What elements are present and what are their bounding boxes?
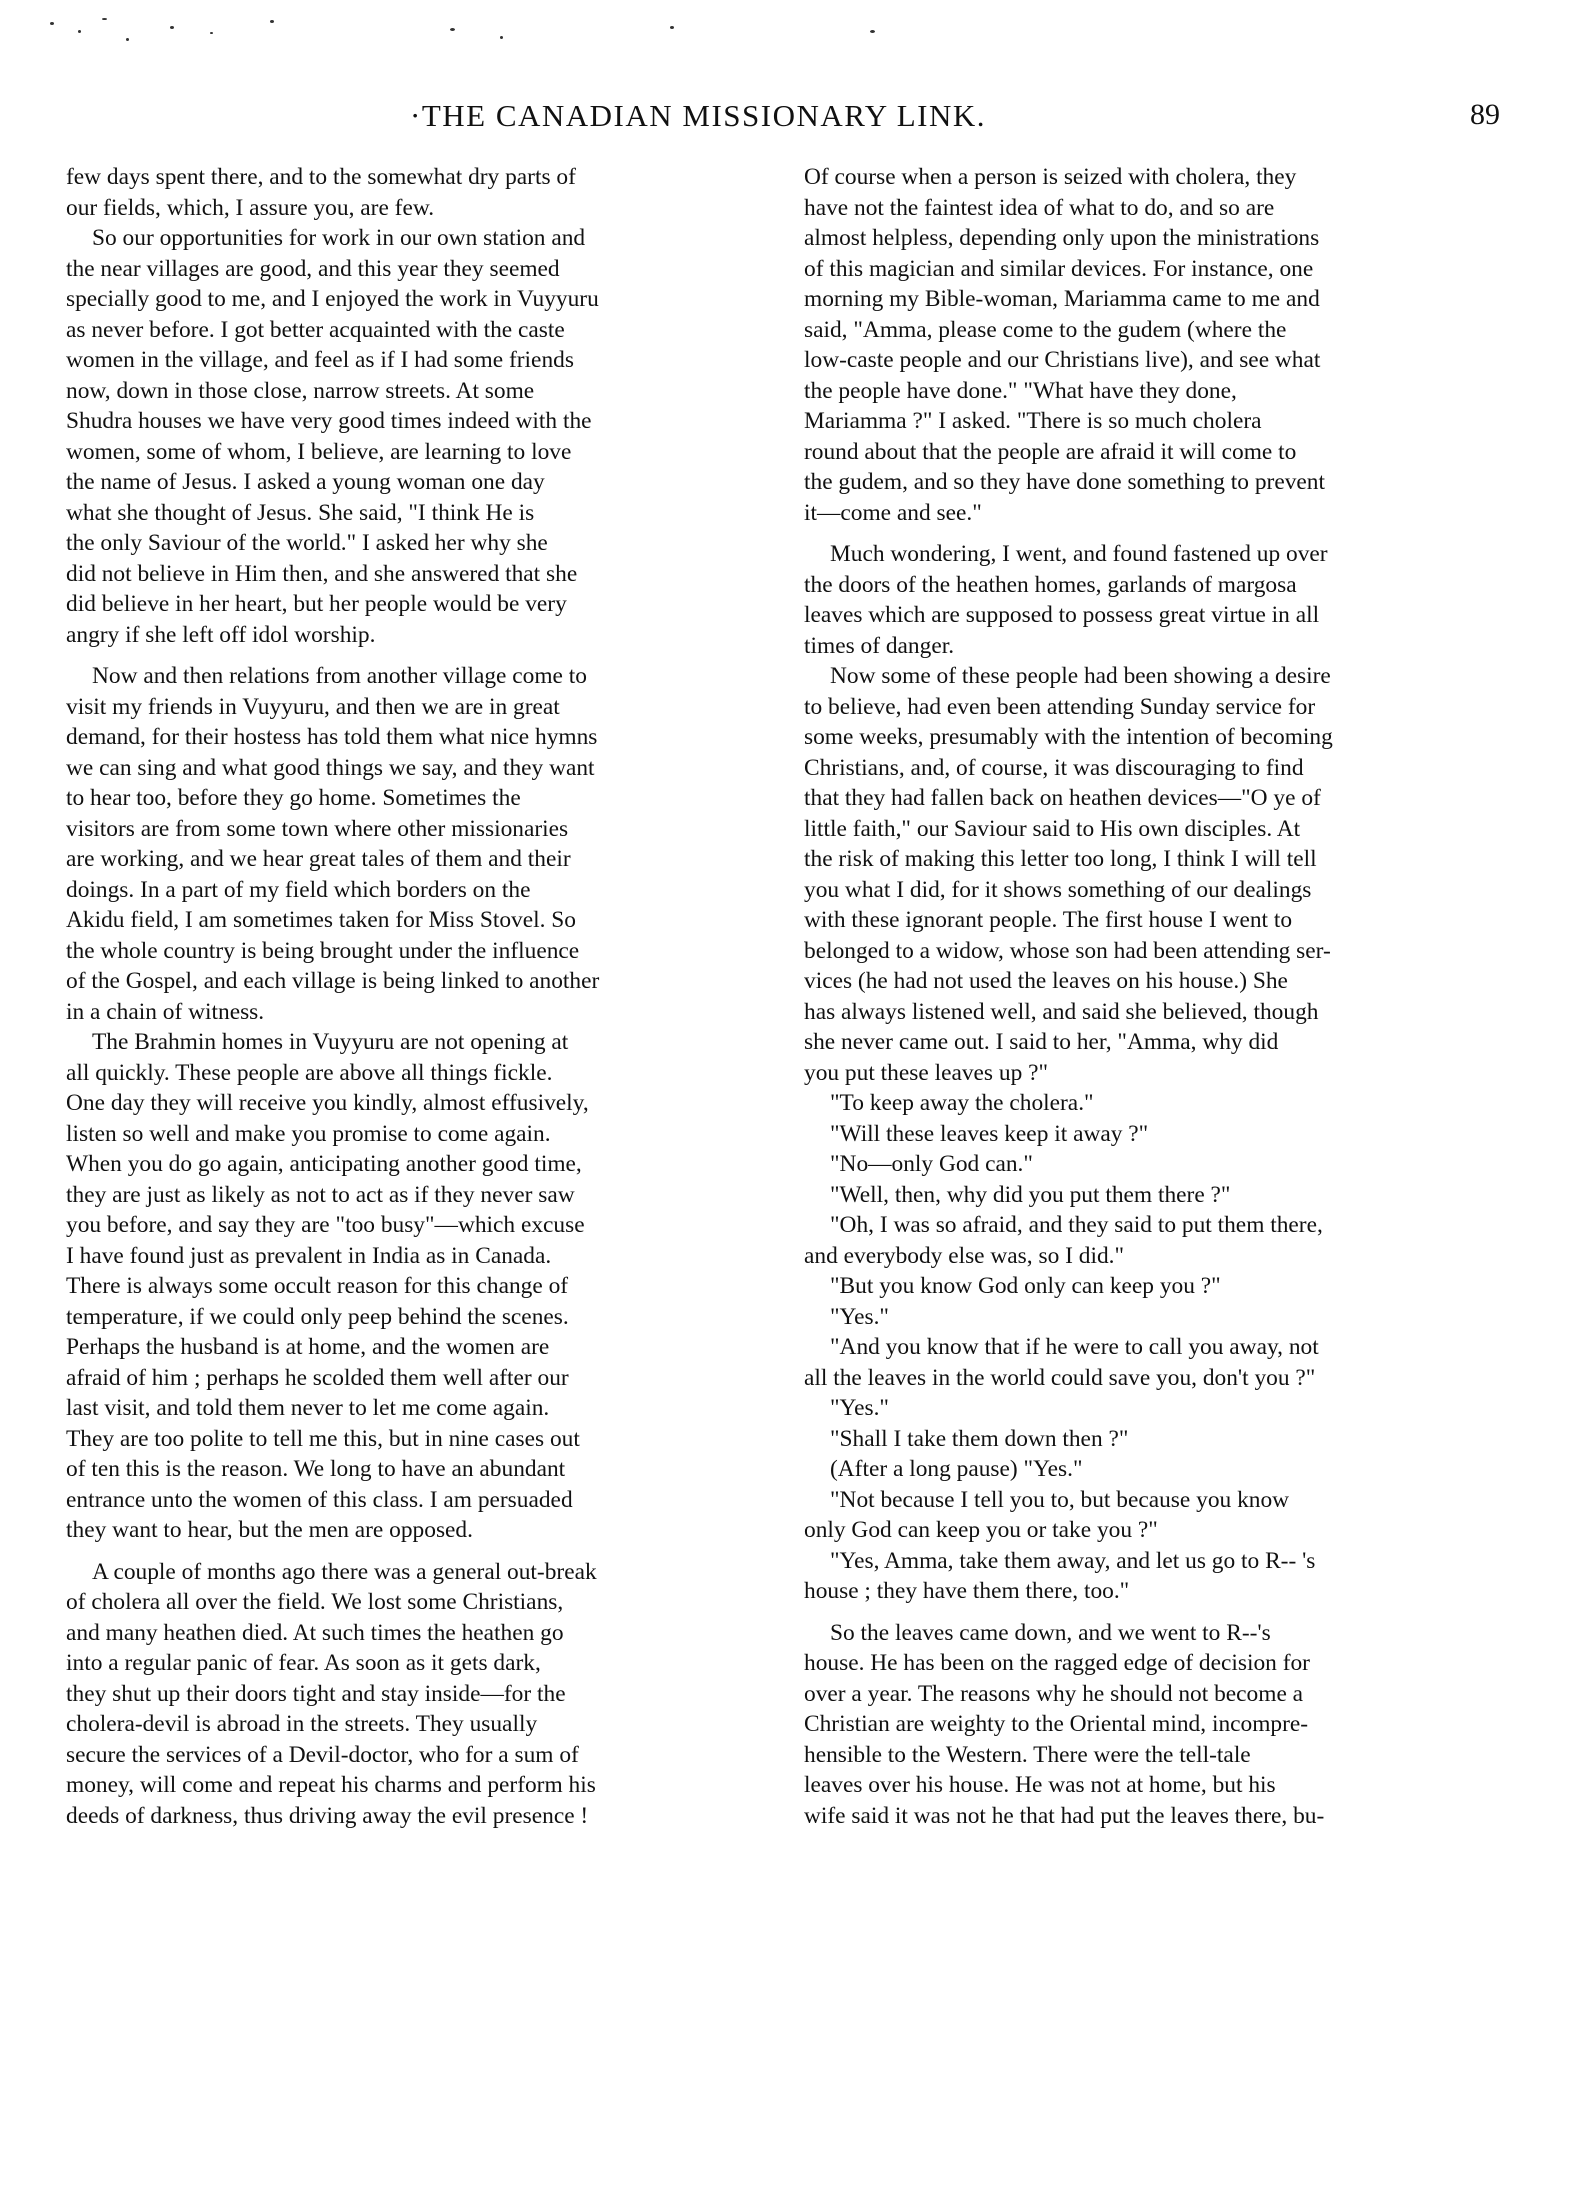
text-line: morning my Bible-woman, Mariamma came to me and <box>804 286 1320 312</box>
text-line: into a regular panic of fear. As soon as it gets dark, <box>66 1650 541 1676</box>
text-line: and everybody else was, so I did." <box>804 1242 1125 1269</box>
text-line: of the Gospel, and each village is being linked to another <box>66 968 600 994</box>
paragraph-gap <box>804 528 1520 539</box>
text-line: Much wondering, I went, and found fastened up over <box>830 541 1328 567</box>
text-line: are working, and we hear great tales of them and their <box>66 846 571 872</box>
text-line: leaves over his house. He was not at home, but his <box>804 1772 1276 1798</box>
text-line: the only Saviour of the world." I asked her why she <box>66 530 548 556</box>
text-line: low-caste people and our Christians live), and see what <box>804 347 1321 373</box>
text-line: entrance unto the women of this class. I am persuaded <box>66 1486 573 1513</box>
text-line: Akidu field, I am sometimes taken for Miss Stovel. So <box>66 907 576 933</box>
publication-title: ·THE CANADIAN MISSIONARY LINK. <box>410 98 986 133</box>
text-line: the risk of making this letter too long, I think I will tell <box>804 846 1317 872</box>
text-line: did believe in her heart, but her people would be very <box>66 591 567 617</box>
text-line: all the leaves in the world could save you, don't you ?" <box>804 1364 1316 1391</box>
text-line: with these ignorant people. The first house I went to <box>804 907 1293 933</box>
text-line: "But you know God only can keep you ?" <box>830 1273 1221 1299</box>
text-line: have not the faintest idea of what to do, and so are <box>804 194 1275 221</box>
text-line: secure the services of a Devil-doctor, who for a sum of <box>66 1741 579 1768</box>
text-line: Now and then relations from another village come to <box>92 663 587 689</box>
text-line: the name of Jesus. I asked a young woman one day <box>66 469 545 495</box>
text-line: last visit, and told them never to let me come again. <box>66 1395 550 1421</box>
text-line: "No—only God can." <box>830 1151 1033 1177</box>
text-line: few days spent there, and to the somewhat dry parts of <box>66 164 576 190</box>
text-line: When you do go again, anticipating another good time, <box>66 1151 582 1177</box>
text-line: So our opportunities for work in our own station and <box>92 225 586 251</box>
text-line: visitors are from some town where other missionaries <box>66 815 569 842</box>
text-line: wife said it was not he that had put the leaves there, bu- <box>804 1802 1325 1829</box>
text-line: the whole country is being brought under the influence <box>66 937 580 964</box>
text-line: leaves which are supposed to possess great virtue in all <box>804 602 1320 628</box>
text-line: I have found just as prevalent in India as in Canada. <box>66 1242 552 1269</box>
text-line: she never came out. I said to her, "Amma, why did <box>804 1029 1279 1055</box>
text-line: vices (he had not used the leaves on his house.) She <box>804 968 1288 994</box>
text-line: "To keep away the cholera." <box>830 1090 1094 1116</box>
paragraph-gap <box>66 650 774 661</box>
text-line: "Yes, Amma, take them away, and let us go to R-- 's <box>830 1547 1316 1574</box>
text-line: Of course when a person is seized with cholera, they <box>804 164 1297 190</box>
text-line: listen so well and make you promise to come again. <box>66 1120 551 1147</box>
text-line: doings. In a part of my field which borders on the <box>66 876 531 903</box>
text-line: the people have done." "What have they done, <box>804 377 1237 404</box>
text-line: "Yes." <box>830 1303 889 1330</box>
text-line: you before, and say they are "too busy"—which excuse <box>66 1212 585 1238</box>
text-line: almost helpless, depending only upon the ministrations <box>804 225 1320 251</box>
text-line: the near villages are good, and this year they seemed <box>66 255 560 282</box>
text-line: hensible to the Western. There were the tell-tale <box>804 1741 1251 1768</box>
text-line: to believe, had even been attending Sunday service for <box>804 693 1316 720</box>
text-line: "Will these leaves keep it away ?" <box>830 1120 1149 1147</box>
scan-noise <box>30 8 930 58</box>
paragraph-gap <box>804 1607 1520 1618</box>
text-line: specially good to me, and I enjoyed the work in Vuyyuru <box>66 286 599 312</box>
text-line: they shut up their doors tight and stay inside—for the <box>66 1680 566 1707</box>
text-line: you what I did, for it shows something of our dealings <box>804 876 1312 903</box>
text-line: "Oh, I was so afraid, and they said to put them there, <box>830 1212 1323 1238</box>
text-line: they want to hear, but the men are opposed. <box>66 1517 473 1543</box>
text-line: Mariamma ?" I asked. "There is so much cholera <box>804 408 1262 434</box>
text-line: belonged to a widow, whose son had been attending ser- <box>804 937 1331 964</box>
text-line: little faith," our Saviour said to His own disciples. At <box>804 815 1301 842</box>
text-line: Perhaps the husband is at home, and the women are <box>66 1334 550 1360</box>
text-line: we can sing and what good things we say, and they want <box>66 754 595 781</box>
text-line: "And you know that if he were to call you away, not <box>830 1334 1319 1360</box>
text-line: Christian are weighty to the Oriental mind, incompre- <box>804 1711 1309 1737</box>
text-line: "Not because I tell you to, but because you know <box>830 1486 1290 1513</box>
text-line: you put these leaves up ?" <box>804 1059 1049 1086</box>
text-line: of ten this is the reason. We long to have an abundant <box>66 1456 566 1482</box>
text-line: all quickly. These people are above all things fickle. <box>66 1059 553 1086</box>
text-line: round about that the people are afraid it will come to <box>804 438 1297 465</box>
text-line: as never before. I got better acquainted with the caste <box>66 316 565 343</box>
right-column <box>804 162 1520 1831</box>
text-line: One day they will receive you kindly, almost effusively, <box>66 1090 589 1116</box>
text-line: Shudra houses we have very good times indeed with the <box>66 408 592 434</box>
text-line: "Well, then, why did you put them there ?" <box>830 1181 1231 1208</box>
text-line: our fields, which, I assure you, are few. <box>66 194 435 221</box>
text-line: money, will come and repeat his charms and perform his <box>66 1772 596 1798</box>
text-line: it—come and see." <box>804 499 982 526</box>
text-line: angry if she left off idol worship. <box>66 621 376 648</box>
text-line: A couple of months ago there was a general out-break <box>92 1558 597 1585</box>
text-line: women in the village, and feel as if I had some friends <box>66 347 574 373</box>
text-line: Now some of these people had been showing a desire <box>830 663 1331 689</box>
text-line: that they had fallen back on heathen devices—"O ye of <box>804 785 1321 811</box>
text-line: The Brahmin homes in Vuyyuru are not opening at <box>92 1029 569 1055</box>
text-line: to hear too, before they go home. Sometimes the <box>66 785 521 811</box>
text-line: Christians, and, of course, it was discouraging to find <box>804 754 1304 781</box>
text-line: only God can keep you or take you ?" <box>804 1517 1158 1543</box>
text-line: So the leaves came down, and we went to R--'s <box>830 1619 1271 1646</box>
text-line: "Yes." <box>830 1395 889 1421</box>
page-number: 89 <box>1470 98 1500 131</box>
text-line: some weeks, presumably with the intention of becoming <box>804 724 1333 750</box>
text-line: "Shall I take them down then ?" <box>830 1425 1129 1452</box>
text-line: deeds of darkness, thus driving away the evil presence ! <box>66 1802 589 1829</box>
text-line: the doors of the heathen homes, garlands of margosa <box>804 571 1297 598</box>
text-line: in a chain of witness. <box>66 998 265 1025</box>
text-line: There is always some occult reason for this change of <box>66 1273 569 1299</box>
text-line: temperature, if we could only peep behind the scenes. <box>66 1303 569 1330</box>
text-line: the gudem, and so they have done something to prevent <box>804 469 1325 495</box>
text-line: of cholera all over the field. We lost some Christians, <box>66 1589 564 1615</box>
text-line: did not believe in Him then, and she answered that she <box>66 560 578 587</box>
text-line: what she thought of Jesus. She said, "I think He is <box>66 499 535 526</box>
text-line: said, "Amma, please come to the gudem (where the <box>804 316 1287 343</box>
text-line: afraid of him ; perhaps he scolded them well after our <box>66 1364 569 1391</box>
text-line: has always listened well, and said she believed, though <box>804 998 1319 1025</box>
text-line: women, some of whom, I believe, are learning to love <box>66 438 572 465</box>
text-line: demand, for their hostess has told them what nice hymns <box>66 724 598 750</box>
text-line: house ; they have them there, too." <box>804 1578 1130 1604</box>
text-line: visit my friends in Vuyyuru, and then we are in great <box>66 693 560 720</box>
text-line: over a year. The reasons why he should not become a <box>804 1680 1304 1707</box>
text-line: times of danger. <box>804 632 955 659</box>
text-line: house. He has been on the ragged edge of decision for <box>804 1650 1310 1676</box>
text-line: and many heathen died. At such times the heathen go <box>66 1619 564 1646</box>
text-line: cholera-devil is abroad in the streets. They usually <box>66 1711 538 1737</box>
text-line: now, down in those close, narrow streets. At some <box>66 377 535 404</box>
page-header <box>0 98 1572 138</box>
text-line: They are too polite to tell me this, but in nine cases out <box>66 1425 580 1452</box>
left-column <box>66 162 774 1831</box>
text-line: (After a long pause) "Yes." <box>830 1456 1083 1482</box>
paragraph-gap <box>66 1546 774 1557</box>
text-line: of this magician and similar devices. For instance, one <box>804 255 1314 282</box>
text-line: they are just as likely as not to act as if they never saw <box>66 1181 575 1208</box>
